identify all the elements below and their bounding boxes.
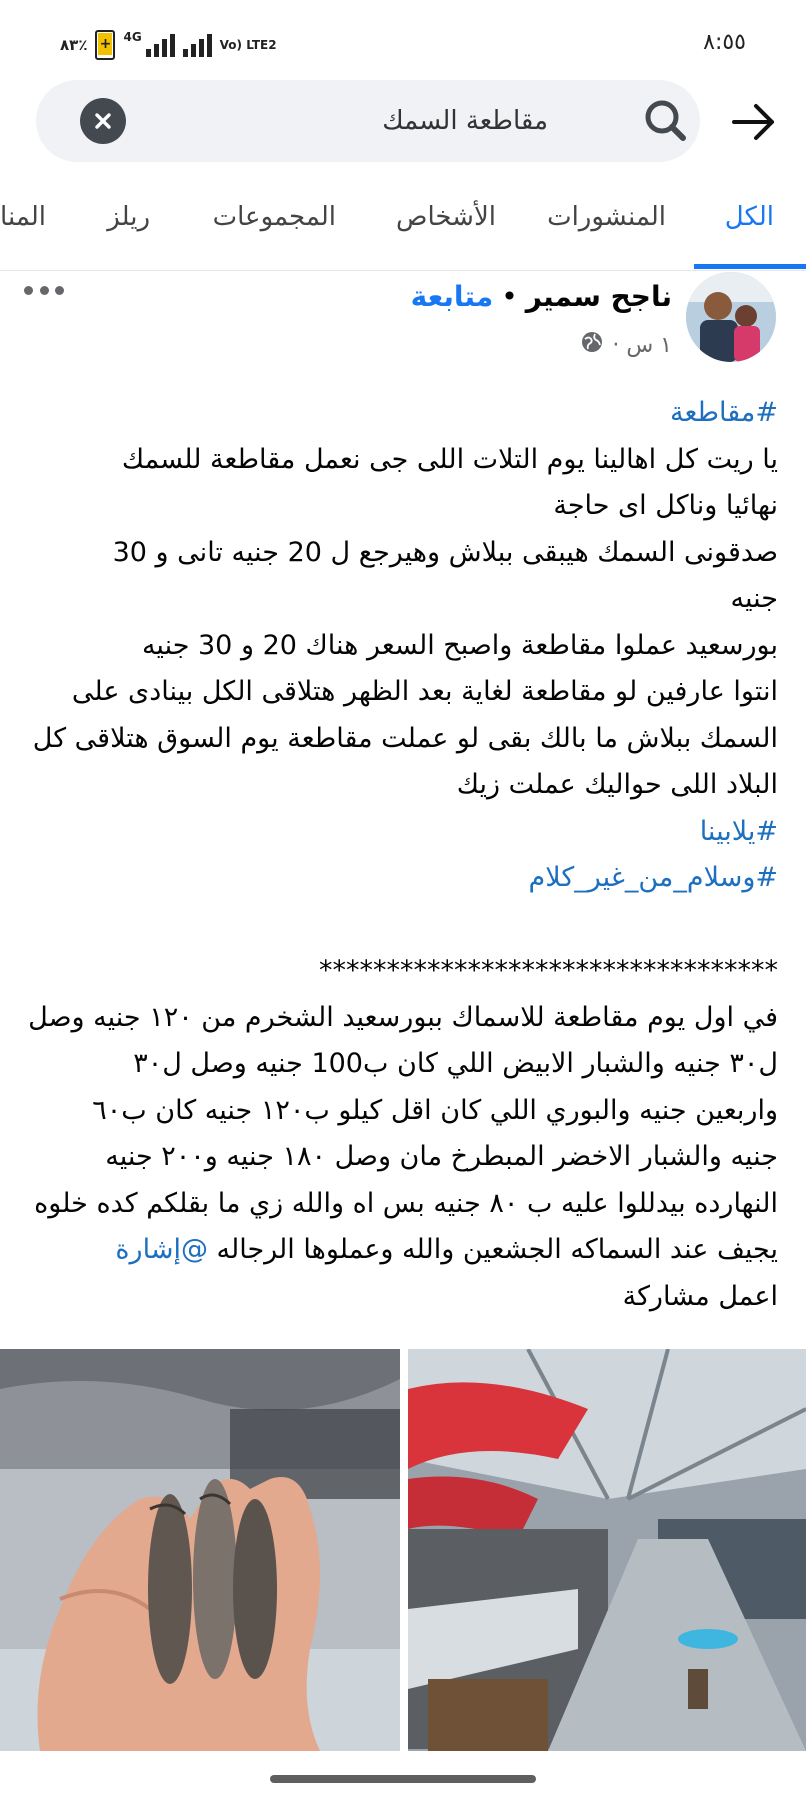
- close-icon[interactable]: [80, 98, 126, 144]
- fish-market-image[interactable]: [408, 1349, 806, 1751]
- post-line: ل٣٠ جنيه والشبار الابيض اللي كان ب100 جنيه وصل ل٣٠: [133, 1048, 778, 1079]
- hashtag[interactable]: #يلابينا: [699, 815, 778, 847]
- tab-posts[interactable]: المنشورات: [547, 202, 666, 232]
- post-line: بورسعيد عملوا مقاطعة واصبح السعر هناك 20 و 30 جنيه: [141, 629, 778, 661]
- search-input[interactable]: [36, 80, 700, 162]
- post-line: جنيه والشبار الاخضر المبطرخ مان وصل ١٨٠ جنيه و٢٠٠ جنيه: [105, 1141, 778, 1172]
- search-bar-row: [0, 80, 806, 162]
- status-icons: [60, 30, 277, 60]
- post-line: جنيه: [730, 583, 778, 614]
- blank-line: [18, 902, 778, 949]
- post-line: البلاد اللى حواليك عملت زيك: [456, 769, 778, 800]
- post-line: واربعين جنيه والبوري اللي كان اقل كيلو ب١٢٠ جنيه كان ب٦٠: [92, 1094, 778, 1126]
- post-text: [18, 390, 778, 1320]
- tab-more[interactable]: المنا: [0, 202, 46, 232]
- globe-icon: [580, 330, 604, 360]
- active-tab-indicator: [694, 264, 806, 269]
- post-time[interactable]: ١ س ·: [612, 332, 672, 358]
- post-meta: [580, 330, 672, 360]
- post-line: يا ريت كل اهالينا يوم التلات اللى جى نعمل مقاطعة للسمك: [121, 443, 778, 475]
- search-query[interactable]: مقاطعة السمك: [382, 106, 548, 136]
- mention-link[interactable]: @إشارة: [115, 1234, 208, 1265]
- search-tabs: [0, 180, 806, 271]
- separator-dot: •: [501, 280, 518, 313]
- post-line: النهارده بيدللوا عليه ب ٨٠ جنيه بس اه والله زي ما بقلكم كده خلوه: [34, 1187, 778, 1219]
- clock: ٨:٥٥: [703, 30, 746, 55]
- signal-icon-2: [183, 33, 212, 57]
- post-line-text: يجيف عند السماكه الجشعين والله وعملوها الرجاله: [207, 1234, 778, 1265]
- post-line: انتوا عارفين لو مقاطعة لغاية بعد الظهر هتلاقى الكل بينادى على: [71, 676, 778, 707]
- signal-icon: [146, 33, 175, 57]
- hand-holding-fish-image[interactable]: [0, 1349, 400, 1751]
- more-options-icon[interactable]: [24, 282, 64, 298]
- tab-all[interactable]: الكل: [724, 202, 774, 232]
- post-line: [18, 1227, 778, 1274]
- status-bar: [0, 0, 806, 80]
- volte-icon: Vo) LTE2: [219, 38, 277, 52]
- post-line: صدقونى السمك هيبقى ببلاش وهيرجع ل 20 جنيه تانى و 30: [112, 536, 778, 568]
- post-line: السمك ببلاش ما بالك بقى لو عملت مقاطعة يوم السوق هتلاقى كل: [32, 722, 778, 754]
- arrow-right-icon[interactable]: [728, 96, 780, 148]
- post-line: اعمل مشاركة: [622, 1280, 778, 1312]
- post-author-line: [411, 280, 672, 313]
- post-images: [0, 1349, 806, 1751]
- tab-reels[interactable]: ريلز: [107, 202, 150, 232]
- battery-icon: [95, 30, 115, 60]
- hashtag[interactable]: #وسلام_من_غير_كلام: [528, 862, 778, 893]
- hashtag[interactable]: #مقاطعة: [670, 397, 778, 428]
- post-line: **********************************: [319, 955, 778, 986]
- magnifier-icon: [638, 94, 692, 148]
- post-line: في اول يوم مقاطعة للاسماك ببورسعيد الشخرم من ١٢٠ جنيه وصل: [28, 1001, 778, 1033]
- post-line: نهائيا وناكل اى حاجة: [553, 490, 778, 521]
- author-name[interactable]: ناجح سمير: [525, 280, 672, 313]
- avatar[interactable]: [686, 272, 776, 362]
- tab-people[interactable]: الأشخاص: [396, 202, 496, 232]
- home-indicator[interactable]: [270, 1775, 536, 1783]
- follow-button[interactable]: متابعة: [410, 280, 494, 313]
- network-type: 4G: [123, 30, 142, 44]
- battery-percent: ٨٣٪: [60, 36, 88, 54]
- tab-groups[interactable]: المجموعات: [212, 202, 336, 232]
